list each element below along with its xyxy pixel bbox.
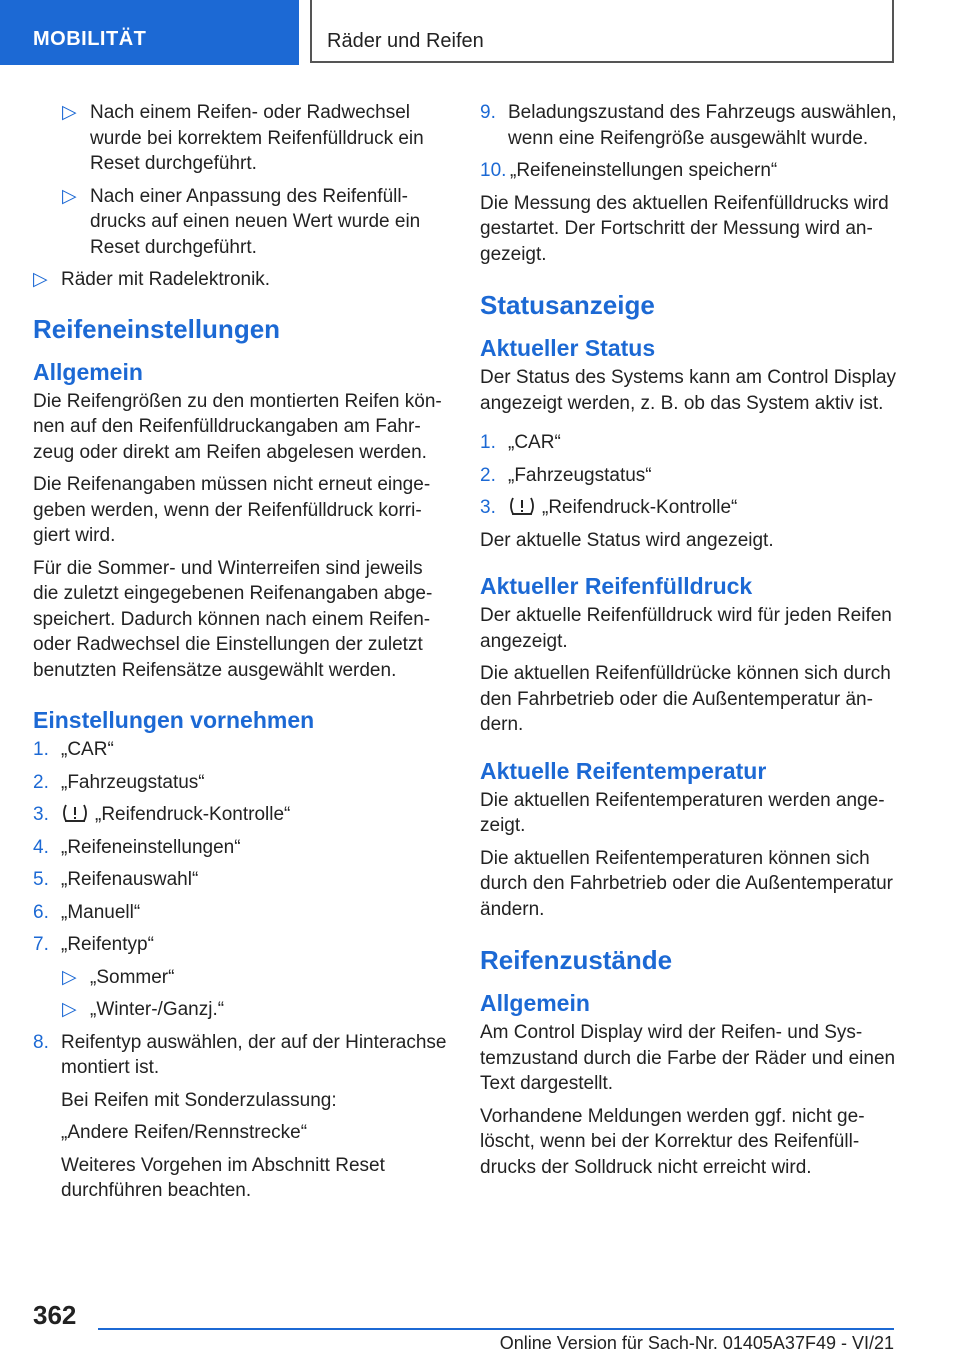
step-item: 8. Reifentyp auswählen, der auf der Hinterachse montiert ist. Bei Reifen mit Sonderzulassung: „Andere Reifen/Rennstrecke“ Weiteres Vorgehen im Abschnitt Reset durchführen beachten.: [33, 1031, 447, 1201]
list-item: ▷ Nach einer Anpassung des Reifenfülldrucks auf einen neuen Wert wurde ein Reset durchgeführt.: [62, 185, 421, 258]
paragraph: Die Messung des aktuellen Reifenfülldrucks wird gestartet. Der Fortschritt der Messung wird angezeigt.: [480, 192, 889, 265]
paragraph: Vorhandene Meldungen werden ggf. nicht gelöscht, wenn bei der Korrektur des Reifenfülldrucks der Solldruck nicht erreicht wird.: [480, 1105, 865, 1178]
paragraph: Der aktuelle Reifenfülldruck wird für jeden Reifen angezeigt.: [480, 605, 892, 652]
triangle-right-icon: ▷: [62, 966, 77, 988]
footer-text: Online Version für Sach-Nr. 01405A37F49 - VI/21: [499, 1333, 894, 1353]
paragraph: Die aktuellen Reifenfülldrücke können sich durch den Fahrbetrieb oder die Außentemperatur ändern.: [480, 663, 891, 735]
step-item: 2. „Fahrzeugstatus“: [33, 771, 205, 793]
heading-reifeneinstellungen: Reifeneinstellungen: [33, 313, 281, 344]
right-column: [480, 100, 898, 1187]
triangle-right-icon: ▷: [62, 999, 77, 1020]
list-item: ▷ „Winter-/Ganzj.“: [62, 997, 448, 1023]
step-item: 7. „Reifentyp“: [33, 934, 154, 955]
step-item: 1. „CAR“: [480, 432, 561, 453]
step-item: 10. „Reifeneinstellungen speichern“: [480, 160, 778, 181]
header-section-label: MOBILITÄT: [33, 28, 147, 50]
heading-reifenzustaende: Reifenzustände: [480, 945, 673, 975]
step-item: 3. „Reifendruck-Kontrolle“: [33, 804, 291, 825]
step-item: 4. „Reifeneinstellungen“: [33, 836, 241, 858]
paragraph: Am Control Display wird der Reifen- und Systemzustand durch die Farbe der Räder und einen Text dargestellt.: [480, 1022, 896, 1094]
triangle-right-icon: ▷: [62, 102, 77, 123]
paragraph: Die Reifenangaben müssen nicht erneut eingegeben werden, wenn der Reifenfülldruck korrigiert wird.: [33, 474, 431, 546]
step-item: 9. Beladungszustand des Fahrzeugs auswählen, wenn eine Reifengröße ausgewählt wurde.: [480, 102, 897, 149]
paragraph: Die aktuellen Reifentemperaturen können sich durch den Fahrbetrieb oder die Außentemperatur ändern.: [480, 847, 893, 920]
triangle-right-icon: ▷: [33, 269, 48, 290]
left-column: [33, 100, 448, 1211]
list-item: ▷ „Sommer“: [62, 965, 448, 991]
step-item: 6. „Manuell“: [33, 901, 141, 923]
tire-pressure-warning-icon: [61, 802, 89, 824]
list-item: ▷ Räder mit Radelektronik.: [33, 267, 448, 293]
footer-divider: [98, 1328, 894, 1330]
heading-einstellungen-vornehmen: Einstellungen vornehmen: [33, 707, 315, 733]
paragraph: Für die Sommer- und Winterreifen sind jeweils die zuletzt eingegebenen Reifenangaben abgespeichert. Dadurch können nach einem Reifen- oder Radwechsel die Einstellungen der zuletzt benutzten Reifensätze ausgewählt werden.: [33, 557, 433, 681]
tire-pressure-warning-icon: [508, 495, 536, 517]
heading-allgemein-2: Allgemein: [480, 990, 590, 1016]
step-item: 5. „Reifenauswahl“: [33, 869, 199, 890]
paragraph: Der aktuelle Status wird angezeigt.: [480, 529, 774, 551]
step-item: 2. „Fahrzeugstatus“: [480, 464, 652, 486]
paragraph: Der Status des Systems kann am Control Display angezeigt werden, z. B. ob das System aktiv ist.: [480, 367, 897, 414]
triangle-right-icon: ▷: [62, 185, 77, 207]
paragraph: Die Reifengrößen zu den montierten Reifen können auf den Reifenfülldruckangaben am Fahrzeug oder direkt am Reifen abgelesen werden.: [33, 390, 442, 463]
heading-aktueller-status: Aktueller Status: [480, 335, 656, 361]
step-item: 1. „CAR“: [33, 739, 114, 760]
header-section-tab: [0, 0, 299, 65]
step-item: 3. „Reifendruck-Kontrolle“: [480, 497, 738, 518]
heading-allgemein: Allgemein: [33, 358, 143, 385]
heading-statusanzeige: Statusanzeige: [480, 290, 655, 320]
paragraph: Die aktuellen Reifentemperaturen werden angezeigt.: [480, 789, 885, 836]
heading-aktueller-reifenfuelldruck: Aktueller Reifenfülldruck: [480, 573, 753, 599]
page-number: 362: [33, 1300, 77, 1330]
heading-aktuelle-reifentemperatur: Aktuelle Reifentemperatur: [480, 757, 767, 784]
header-chapter-label: Räder und Reifen: [327, 30, 484, 52]
list-item: ▷ Nach einem Reifen- oder Radwechsel wurde bei korrektem Reifenfülldruck ein Reset durchgeführt.: [62, 102, 424, 174]
header-chapter-box: [310, 0, 894, 63]
